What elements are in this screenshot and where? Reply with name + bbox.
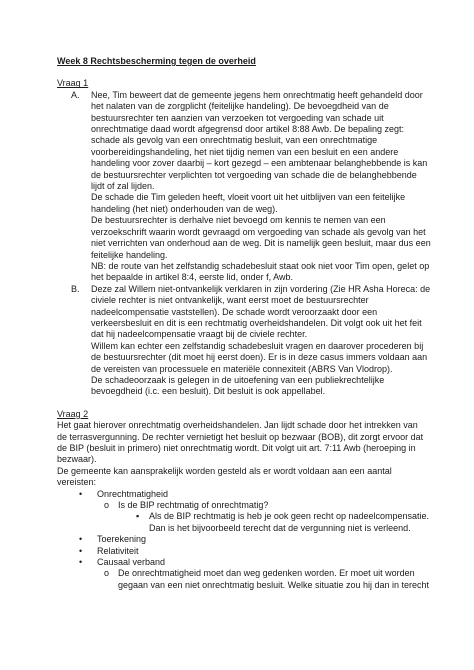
text-line: Als de BIP rechtmatig is heb je ook geen recht op nadeelcompensatie.: [149, 511, 430, 522]
text-line: Het gaat hierover onrechtmatig overheidshandelen. Jan lijdt schade door het intrekken van: [57, 420, 418, 431]
list-item: [57, 546, 434, 557]
text-line: de BIP (besluit in primero) niet onrechtmatig wordt. Dit volgt uit art. 7:11 Awb (heroeping in: [57, 443, 416, 453]
text-line: Nee, Tim beweert dat de gemeente jegens hem onrechtmatig heeft gehandeld door: [91, 89, 423, 100]
bullet-dot-icon: •: [79, 545, 83, 556]
answer-b: [57, 284, 434, 398]
text-line: De onrechtmatigheid moet dan weg gedenken worden. Er moet uit worden: [118, 568, 415, 579]
list-item: [57, 534, 434, 545]
list-item-label: [149, 511, 429, 534]
text-line: niet verrichten van onderhoud aan de weg. Dit is namelijk geen besluit, maar dus een: [91, 238, 431, 249]
list-item-label: Causaal verband: [97, 557, 166, 568]
text-line: onrechtmatige daad wordt afgegrensd door artikel 8:88 Awb. De bepaling zegt:: [91, 124, 405, 135]
requirements-list: [57, 489, 434, 592]
list-item: [57, 557, 434, 568]
answer-a: [57, 90, 434, 284]
text-line: Dan is het bijvoorbeeld terecht dat de vergunning niet is verleend.: [149, 522, 411, 533]
text-line: bezwaar).: [57, 454, 97, 465]
list-item-label: Is de BIP rechtmatig of onrechtmatig?: [118, 500, 269, 511]
answer-a-letter: A.: [71, 89, 80, 100]
text-line: het nalaten van de zorgplicht (feitelijke handeling). De bevoegdheid van de: [91, 101, 389, 112]
text-line: NB: de route van het zelfstandig schadebesluit staat ook niet voor Tim open, gelet op: [91, 260, 430, 271]
bullet-dot-icon: •: [79, 557, 83, 568]
list-item: [57, 568, 434, 591]
text-line: lijdt of zal lijden.: [91, 181, 155, 192]
bullet-square-icon: ▪: [136, 511, 140, 522]
text-line: de vereisten van processuele en materiële connexiteit (ABRS Van Vlodrop).: [91, 363, 393, 374]
text-line: de bestuursrechter (dit moet hij eerst doen). Er is in deze casus immers voldaan aan: [91, 352, 428, 363]
list-item-label: [118, 568, 429, 591]
list-item-label: Toerekening: [97, 534, 147, 545]
bullet-dot-icon: •: [79, 488, 83, 499]
list-item-label: Onrechtmatigheid: [97, 488, 169, 499]
text-line: schade als gevolg van een onrechtmatig besluit, van een onrechtmatige: [91, 135, 378, 146]
text-line: vereisten:: [57, 477, 97, 488]
text-line: Deze zal Willem niet-ontvankelijk verklaren in zijn vordering (Zie HR Asha Horeca: de: [91, 283, 431, 294]
question-2-text: [57, 420, 434, 488]
text-line: bestuursrechter ten aanzien van verzoeken tot vergoeding van schade uit: [91, 112, 384, 123]
text-line: het bepaalde in artikel 8:4, eerste lid, onder f, Awb.: [91, 272, 293, 283]
answer-b-letter: B.: [71, 283, 80, 294]
text-line: feitelijke handeling.: [91, 249, 168, 260]
question-2-heading: Vraag 2: [57, 408, 89, 419]
bullet-circle-icon: o: [104, 568, 110, 579]
text-line: De schade die Tim geleden heeft, vloeit voort uit het uitblijven van een feitelijke: [91, 192, 406, 203]
text-line: de bestuursrechter verplichten tot vergoeding van schade die de belanghebbende: [91, 169, 417, 180]
text-line: verzoekschrift waarin wordt gevraagd om vergoeding van schade als gevolg van het: [91, 226, 426, 237]
text-line: Willem kan echter een zelfstandig schadebesluit vragen en daarover procederen bij: [91, 340, 424, 351]
list-item: [57, 500, 434, 511]
text-line: De schadeoorzaak is gelegen in de uitoefening van een publiekrechtelijke: [91, 374, 385, 385]
answer-a-text: [91, 90, 434, 284]
bullet-dot-icon: •: [79, 534, 83, 545]
text-line: gegaan van een niet onrechtmatig besluit. Welke situatie zou hij dan in terecht: [118, 579, 430, 590]
text-line: handeling (het niet) onderhouden van de weg).: [91, 203, 278, 214]
text-line: de terrasvergunning. De rechter vernietigt het besluit op bezwaar (BOB), dit zorgt ervoor dat: [57, 431, 424, 442]
text-line: handeling voor zover daarbij – kort gezegd – een ambtenaar belanghebbende is kan: [91, 158, 428, 169]
list-item: [57, 489, 434, 500]
document-title: Week 8 Rechtsbescherming tegen de overheid: [57, 56, 256, 66]
list-item: [57, 511, 434, 534]
text-line: dat hij nadeelcompensatie vraagt bij de civiele rechter.: [91, 329, 308, 340]
bullet-circle-icon: o: [104, 500, 110, 511]
answer-b-text: [91, 284, 434, 398]
text-line: nadeelcompensatie vaststellen). De schade wordt veroorzaakt door een: [91, 306, 378, 317]
list-item-label: Relativiteit: [97, 545, 139, 556]
text-line: voorbereidingshandeling, het niet tijdig nemen van een besluit en een andere: [91, 146, 399, 157]
text-line: De bestuursrechter is derhalve niet bevoegd om kennis te nemen van een: [91, 215, 386, 226]
text-line: civiele rechter is niet ontvankelijk, want eerst moet de bestuursrechter: [91, 295, 369, 306]
text-line: bevoegdheid (i.c. een besluit). Dit besluit is ook appellabel.: [91, 386, 326, 397]
text-line: De gemeente kan aansprakelijk worden gesteld als er wordt voldaan aan een aantal: [57, 465, 392, 476]
question-1-heading: Vraag 1: [57, 78, 89, 89]
text-line: verkeersbesluit en dit is een rechtmatig overheidshandelen. Dit volgt ook uit het feit: [91, 317, 422, 328]
